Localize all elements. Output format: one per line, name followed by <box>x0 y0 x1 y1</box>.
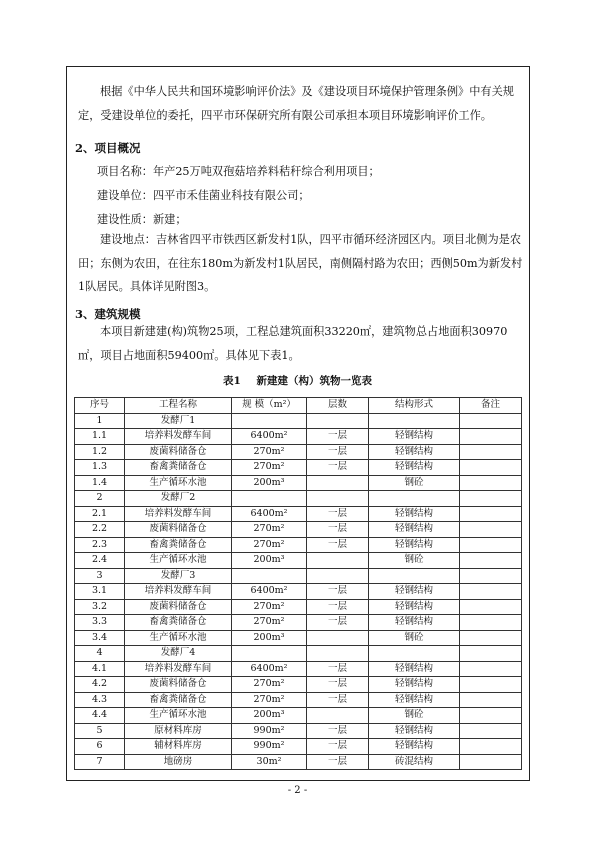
cell-scale <box>232 413 307 429</box>
cell-structure: 轻钢结构 <box>369 739 460 755</box>
cell-name: 原材料库房 <box>125 723 232 739</box>
cell-structure: 轻钢结构 <box>369 677 460 693</box>
cell-no: 3 <box>75 568 125 584</box>
cell-name: 畜禽粪储备仓 <box>125 692 232 708</box>
cell-scale: 270m² <box>232 537 307 553</box>
table-caption <box>0 373 595 388</box>
cell-floors <box>307 568 369 584</box>
table-row <box>75 475 522 491</box>
cell-name: 废菌料储备仓 <box>125 444 232 460</box>
cell-name: 畜禽粪储备仓 <box>125 537 232 553</box>
cell-no: 2 <box>75 491 125 507</box>
cell-floors: 一层 <box>307 522 369 538</box>
cell-structure: 轻钢结构 <box>369 692 460 708</box>
cell-note <box>460 491 522 507</box>
table-row <box>75 553 522 569</box>
cell-scale: 270m² <box>232 460 307 476</box>
cell-floors <box>307 475 369 491</box>
cell-no: 2.3 <box>75 537 125 553</box>
cell-floors: 一层 <box>307 615 369 631</box>
cell-structure <box>369 413 460 429</box>
cell-no: 3.3 <box>75 615 125 631</box>
cell-name: 培养料发酵车间 <box>125 429 232 445</box>
cell-structure: 轻钢结构 <box>369 599 460 615</box>
cell-note <box>460 460 522 476</box>
cell-structure <box>369 646 460 662</box>
cell-note <box>460 646 522 662</box>
cell-floors: 一层 <box>307 677 369 693</box>
cell-no: 1.1 <box>75 429 125 445</box>
page-number: - 2 - <box>287 785 308 796</box>
cell-floors: 一层 <box>307 739 369 755</box>
cell-note <box>460 429 522 445</box>
cell-no: 3.2 <box>75 599 125 615</box>
table-row <box>75 723 522 739</box>
table-row <box>75 460 522 476</box>
cell-note <box>460 630 522 646</box>
table-row <box>75 630 522 646</box>
cell-floors: 一层 <box>307 444 369 460</box>
cell-floors <box>307 646 369 662</box>
cell-note <box>460 615 522 631</box>
cell-scale: 30m² <box>232 754 307 770</box>
cell-name: 生产循环水池 <box>125 630 232 646</box>
cell-name: 生产循环水池 <box>125 708 232 724</box>
cell-note <box>460 553 522 569</box>
cell-no: 2.2 <box>75 522 125 538</box>
cell-scale: 6400m² <box>232 584 307 600</box>
cell-note <box>460 568 522 584</box>
table-row <box>75 677 522 693</box>
project-name: 项目名称：年产25万吨双孢菇培养料秸秆综合利用项目； <box>97 165 380 178</box>
cell-scale <box>232 491 307 507</box>
cell-structure: 轻钢结构 <box>369 661 460 677</box>
cell-name: 发酵厂3 <box>125 568 232 584</box>
cell-structure: 钢砼 <box>369 553 460 569</box>
cell-structure: 钢砼 <box>369 708 460 724</box>
cell-note <box>460 475 522 491</box>
cell-note <box>460 522 522 538</box>
cell-structure: 轻钢结构 <box>369 444 460 460</box>
table-row <box>75 413 522 429</box>
cell-scale: 270m² <box>232 677 307 693</box>
cell-scale: 200m³ <box>232 553 307 569</box>
header-scale: 规 模（m²） <box>232 398 307 414</box>
table-row <box>75 615 522 631</box>
table-row <box>75 444 522 460</box>
cell-name: 畜禽粪储备仓 <box>125 615 232 631</box>
cell-scale <box>232 646 307 662</box>
cell-note <box>460 677 522 693</box>
cell-note <box>460 723 522 739</box>
cell-floors: 一层 <box>307 723 369 739</box>
cell-note <box>460 413 522 429</box>
table-row <box>75 646 522 662</box>
cell-floors: 一层 <box>307 754 369 770</box>
cell-scale: 990m² <box>232 723 307 739</box>
cell-name: 辅材料库房 <box>125 739 232 755</box>
cell-name: 培养料发酵车间 <box>125 506 232 522</box>
cell-scale: 270m² <box>232 599 307 615</box>
cell-structure <box>369 491 460 507</box>
cell-floors: 一层 <box>307 460 369 476</box>
cell-name: 培养料发酵车间 <box>125 584 232 600</box>
cell-structure: 砖混结构 <box>369 754 460 770</box>
cell-scale: 270m² <box>232 444 307 460</box>
cell-note <box>460 506 522 522</box>
cell-name: 发酵厂4 <box>125 646 232 662</box>
cell-name: 畜禽粪储备仓 <box>125 460 232 476</box>
cell-scale: 270m² <box>232 615 307 631</box>
builder: 建设单位：四平市禾佳菌业科技有限公司； <box>97 189 310 202</box>
table-row <box>75 754 522 770</box>
cell-note <box>460 739 522 755</box>
table-row <box>75 708 522 724</box>
cell-no: 6 <box>75 739 125 755</box>
cell-scale: 6400m² <box>232 429 307 445</box>
construction-nature: 建设性质：新建； <box>97 213 187 226</box>
cell-structure: 轻钢结构 <box>369 537 460 553</box>
cell-note <box>460 599 522 615</box>
cell-floors: 一层 <box>307 661 369 677</box>
cell-no: 3.4 <box>75 630 125 646</box>
section-3-heading: 3、建筑规模 <box>75 307 141 321</box>
cell-structure: 钢砼 <box>369 475 460 491</box>
cell-scale: 200m³ <box>232 708 307 724</box>
cell-name: 废菌料储备仓 <box>125 599 232 615</box>
cell-structure: 轻钢结构 <box>369 522 460 538</box>
cell-no: 2.4 <box>75 553 125 569</box>
table-row <box>75 568 522 584</box>
table-caption-number: 表1 <box>223 375 241 387</box>
cell-scale: 990m² <box>232 739 307 755</box>
cell-no: 4 <box>75 646 125 662</box>
table-row <box>75 491 522 507</box>
header-no: 序号 <box>75 398 125 414</box>
location-paragraph: 建设地点：吉林省四平市铁西区新发村1队，四平市循环经济园区内。项目北侧为是农田；东侧为农田，在往东180m为新发村1队居民，南侧隔村路为农田；西侧50m为新发村1队居民。具体详见附图3。 <box>78 233 523 293</box>
table-header-row <box>75 398 522 414</box>
cell-floors: 一层 <box>307 584 369 600</box>
cell-structure: 轻钢结构 <box>369 460 460 476</box>
cell-floors: 一层 <box>307 692 369 708</box>
cell-scale <box>232 568 307 584</box>
buildings-table <box>74 397 522 770</box>
cell-name: 废菌料储备仓 <box>125 522 232 538</box>
table-row <box>75 692 522 708</box>
cell-structure: 轻钢结构 <box>369 584 460 600</box>
cell-structure: 轻钢结构 <box>369 429 460 445</box>
cell-no: 2.1 <box>75 506 125 522</box>
table-caption-title: 新建建（构）筑物一览表 <box>256 375 372 387</box>
cell-structure: 轻钢结构 <box>369 615 460 631</box>
cell-name: 培养料发酵车间 <box>125 661 232 677</box>
cell-scale: 270m² <box>232 692 307 708</box>
cell-note <box>460 661 522 677</box>
header-name: 工程名称 <box>125 398 232 414</box>
table-row <box>75 584 522 600</box>
cell-structure <box>369 568 460 584</box>
header-floors: 层数 <box>307 398 369 414</box>
table-row <box>75 739 522 755</box>
cell-scale: 6400m² <box>232 506 307 522</box>
cell-scale: 200m³ <box>232 475 307 491</box>
cell-no: 4.2 <box>75 677 125 693</box>
cell-floors: 一层 <box>307 599 369 615</box>
cell-floors: 一层 <box>307 429 369 445</box>
cell-scale: 200m³ <box>232 630 307 646</box>
table-row <box>75 522 522 538</box>
cell-scale: 270m² <box>232 522 307 538</box>
table-row <box>75 661 522 677</box>
cell-structure: 轻钢结构 <box>369 723 460 739</box>
cell-no: 1 <box>75 413 125 429</box>
cell-name: 地磅房 <box>125 754 232 770</box>
table-row <box>75 599 522 615</box>
cell-floors <box>307 708 369 724</box>
cell-note <box>460 537 522 553</box>
cell-floors: 一层 <box>307 506 369 522</box>
table-row <box>75 537 522 553</box>
cell-floors: 一层 <box>307 537 369 553</box>
cell-note <box>460 692 522 708</box>
table-row <box>75 506 522 522</box>
cell-structure: 钢砼 <box>369 630 460 646</box>
cell-floors <box>307 491 369 507</box>
header-note: 备注 <box>460 398 522 414</box>
cell-name: 生产循环水池 <box>125 475 232 491</box>
cell-scale: 6400m² <box>232 661 307 677</box>
cell-floors <box>307 630 369 646</box>
cell-no: 1.2 <box>75 444 125 460</box>
intro-paragraph: 根据《中华人民共和国环境影响评价法》及《建设项目环境保护管理条例》中有关规定，受建设单位的委托，四平市环保研究所有限公司承担本项目环境影响评价工作。 <box>78 85 514 122</box>
cell-no: 7 <box>75 754 125 770</box>
cell-note <box>460 708 522 724</box>
cell-name: 废菌料储备仓 <box>125 677 232 693</box>
cell-no: 3.1 <box>75 584 125 600</box>
cell-no: 5 <box>75 723 125 739</box>
cell-structure: 轻钢结构 <box>369 506 460 522</box>
cell-floors <box>307 553 369 569</box>
cell-name: 生产循环水池 <box>125 553 232 569</box>
cell-no: 4.3 <box>75 692 125 708</box>
cell-note <box>460 584 522 600</box>
cell-floors <box>307 413 369 429</box>
cell-no: 4.4 <box>75 708 125 724</box>
scale-paragraph: 本项目新建建(构)筑物25项，工程总建筑面积33220㎡，建筑物总占地面积30970㎡，项目占地面积59400㎡。具体见下表1。 <box>78 325 508 362</box>
cell-name: 发酵厂1 <box>125 413 232 429</box>
cell-name: 发酵厂2 <box>125 491 232 507</box>
cell-note <box>460 444 522 460</box>
cell-no: 1.4 <box>75 475 125 491</box>
table-row <box>75 429 522 445</box>
header-structure: 结构形式 <box>369 398 460 414</box>
cell-note <box>460 754 522 770</box>
section-2-heading: 2、项目概况 <box>75 141 141 155</box>
cell-no: 1.3 <box>75 460 125 476</box>
cell-no: 4.1 <box>75 661 125 677</box>
